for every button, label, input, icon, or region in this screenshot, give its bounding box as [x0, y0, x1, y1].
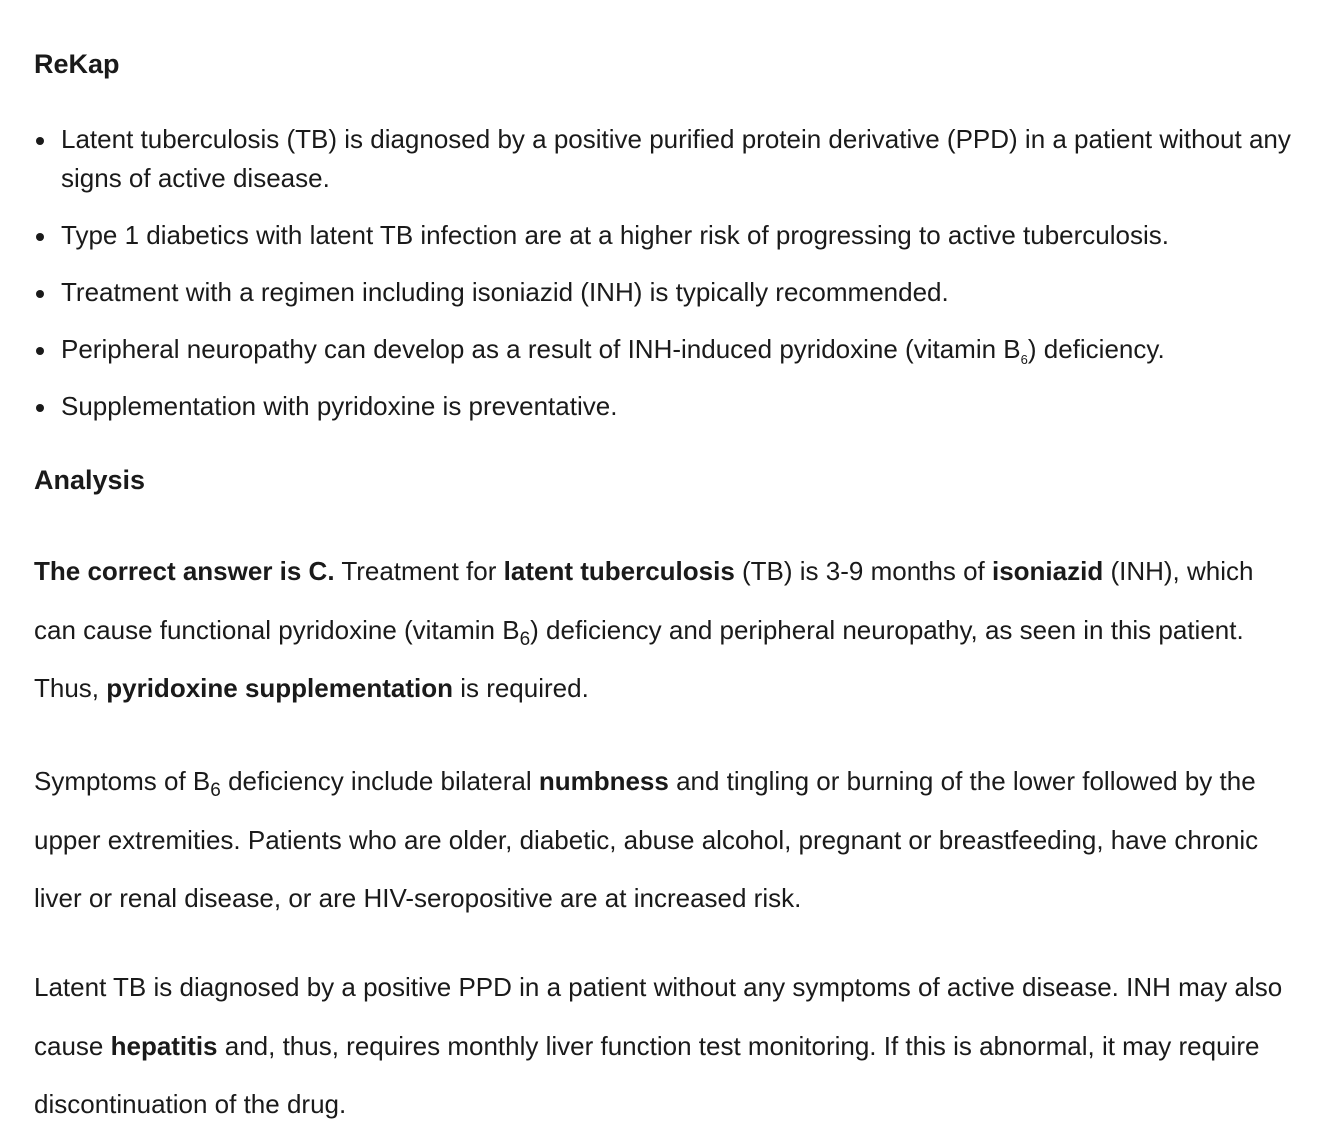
bold-text: The correct answer is C. [34, 556, 335, 586]
text: (TB) is 3-9 months of [734, 556, 992, 586]
text: (INH), which can cause functional pyridoxine (vitamin B [34, 556, 1254, 645]
text: and, thus, requires monthly liver function test monitoring. If this is abnormal, it may require discontinuation of the drug. [34, 1030, 1260, 1119]
analysis-paragraph-1 [34, 542, 1296, 718]
analysis-paragraph-3 [34, 958, 1296, 1134]
bold-text: numbness [538, 766, 669, 796]
bold-text: latent tuberculosis [503, 556, 735, 586]
rekap-bullet-3 [34, 273, 1294, 312]
subscript: 6 [519, 628, 531, 650]
bullet-text: Latent tuberculosis (TB) is diagnosed by a positive purified protein derivative (PPD) in a patient without any signs of active disease. [61, 124, 1291, 193]
subscript: 6 [1020, 352, 1028, 367]
bullet-text: Supplementation with pyridoxine is preventative. [61, 391, 618, 421]
bold-text: pyridoxine supplementation [106, 673, 453, 703]
rekap-bullet-1 [34, 120, 1294, 198]
text: and tingling or burning of the lower followed by the upper extremities. Patients who are older, diabetic, abuse alcohol, pregnant or breastfeeding, have chronic liver or renal disease, or are HIV-seropositive are at increased risk. [34, 766, 1259, 913]
text: Symptoms of B [34, 766, 211, 796]
text: deficiency include bilateral [220, 766, 539, 796]
rekap-bullet-2 [34, 216, 1294, 255]
rekap-bullet-list [34, 120, 1294, 444]
bullet-text: ) deficiency. [1027, 334, 1165, 364]
bullet-text: Treatment with a regimen including isoniazid (INH) is typically recommended. [61, 277, 949, 307]
analysis-paragraph-2 [34, 752, 1296, 928]
text: Latent TB is diagnosed by a positive PPD in a patient without any symptoms of active disease. INH may also cause [34, 972, 1283, 1061]
subscript: 6 [210, 780, 221, 801]
analysis-heading: Analysis [34, 465, 146, 495]
text: is required. [452, 673, 589, 703]
bold-text: isoniazid [991, 556, 1104, 586]
bullet-text: Type 1 diabetics with latent TB infection are at a higher risk of progressing to active tuberculosis. [61, 220, 1169, 250]
text: Treatment for [334, 556, 504, 586]
rekap-heading: ReKap [34, 49, 120, 79]
rekap-bullet-4 [34, 330, 1294, 369]
bullet-text: Peripheral neuropathy can develop as a result of INH-induced pyridoxine (vitamin B [61, 334, 1021, 364]
text: ) deficiency and peripheral neuropathy, as seen in this patient. Thus, [34, 614, 1244, 703]
rekap-bullet-5 [34, 387, 1294, 426]
bold-text: hepatitis [110, 1030, 218, 1061]
